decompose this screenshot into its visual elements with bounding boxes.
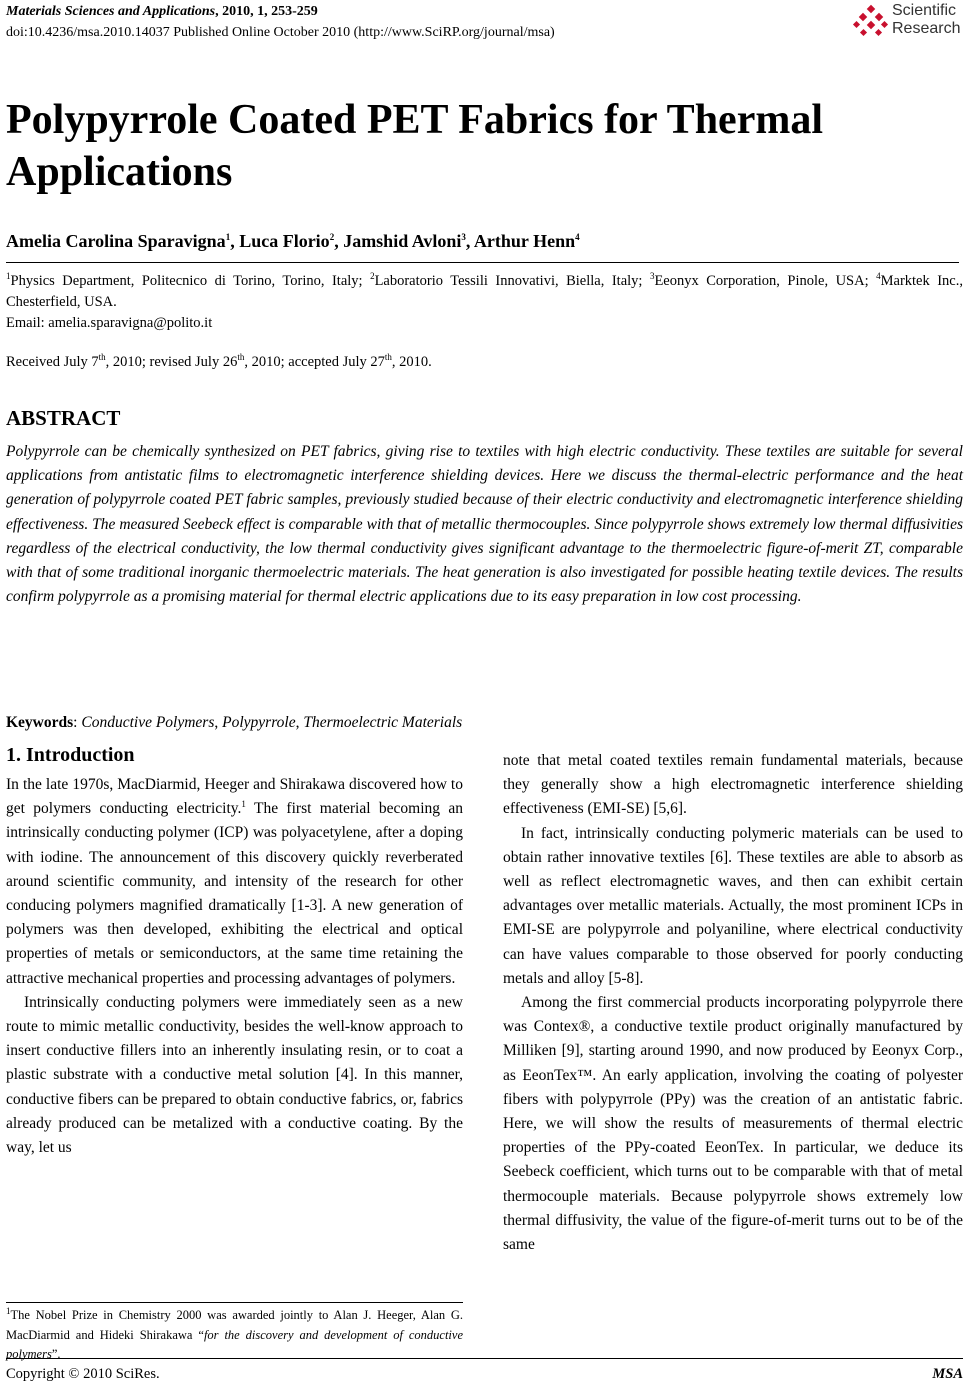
keyword-item: Thermoelectric Materials xyxy=(303,714,463,731)
section-heading: 1. Introduction xyxy=(6,744,135,766)
keywords-colon: : xyxy=(73,714,82,731)
affil-text: Eeonyx Corporation, Pinole, USA; xyxy=(654,273,877,289)
keyword-sep: , xyxy=(214,714,223,731)
footer-divider xyxy=(6,1358,963,1359)
received-dates xyxy=(6,354,432,371)
footnote-italic: for the discovery and development of conductive polymers xyxy=(6,1327,463,1361)
author-affil-sup: 1 xyxy=(225,232,231,242)
author-sep: , xyxy=(230,231,240,251)
received-text: Received July 7 xyxy=(6,354,99,370)
paragraph: note that metal coated textiles remain fundamental materials, because they generally show a high electromagnetic interference shielding effectiveness (EMI-SE) [5,6]. xyxy=(503,752,963,818)
author-list xyxy=(6,231,580,252)
accepted-text: , 2010; accepted July 27 xyxy=(244,354,385,370)
logo-text xyxy=(892,2,960,38)
left-column xyxy=(6,773,463,1160)
footnote-number: 1 xyxy=(6,1305,11,1316)
affil-sup: 2 xyxy=(370,271,375,282)
revised-text: , 2010; revised July 26 xyxy=(105,354,238,370)
affil-text: Marktek Inc., Chesterfield, USA. xyxy=(6,273,963,310)
author-divider xyxy=(6,262,959,263)
logo-mark-icon xyxy=(852,4,890,42)
keyword-item: Polypyrrole xyxy=(222,714,296,731)
footnote-text: The Nobel Prize in Chemistry 2000 was awarded jointly to Alan J. Heeger, Alan G. MacDiarmid and Hideki Shirakawa “ xyxy=(6,1308,463,1342)
date-end-text: , 2010. xyxy=(391,354,432,370)
affil-sup: 4 xyxy=(876,271,881,282)
footnote-ref: 1 xyxy=(241,799,246,810)
scientific-research-logo xyxy=(852,2,968,42)
paragraph xyxy=(6,773,463,991)
author-sep: , xyxy=(465,231,474,251)
affil-text: Physics Department, Politecnico di Torino, Torino, Italy; xyxy=(10,273,371,289)
keyword-item: Conductive Polymers xyxy=(81,714,215,731)
affiliations xyxy=(6,271,963,313)
paper-title: Polypyrrole Coated PET Fabrics for Thermal Applications xyxy=(6,97,823,195)
author-name: Jamshid Avloni xyxy=(343,231,462,251)
journal-abbreviation: MSA xyxy=(932,1366,963,1382)
paragraph-text: The first material becoming an intrinsically conducting polymer (ICP) was polyacetylene, after a doping with iodine. The announcement of this discovery quickly reverberated around scientific community, and intensity of the research for other conducing polymers magnified dramatically [1-3]. A new generation of polymers was then developed, exhibiting the electrical and optical properties of metals or semiconductors, at the same time retaining the attractive mechanical properties and processing advantages of polymers. xyxy=(6,800,463,987)
author-affil-sup: 2 xyxy=(329,232,335,242)
author-sep: , xyxy=(334,231,344,251)
right-column xyxy=(503,749,963,1257)
footnote-divider xyxy=(6,1302,463,1303)
paragraph: Among the first commercial products incorporating polypyrrole there was Contex®, a conductive textile product originally manufactured by Milliken [9], starting around 1990, and now produced by Eeonyx Corp., as EeonTex™. An early application, involving the coating of polyester fibers with polypyrrole (PPy) was the creation of an antistatic fabric. Here, we will show the results of measurements of thermal electric properties of the PPy-coated EeonTex. In particular, we deduce its Seebeck coefficient, which turns out to be comparable with that of metal thermocouple materials. Because polypyrrole shows extremely low thermal diffusivity, the value of the figure-of-merit turns out to be of the same xyxy=(503,994,963,1254)
logo-line1: Scientific xyxy=(892,2,957,19)
keywords xyxy=(6,714,462,732)
paragraph: Intrinsically conducting polymers were immediately seen as a new route to mimic metallic conductivity, besides the well-know approach to insert conductive fillers into an inherently insulating resin, or to coat a plastic substrate with a conductive metal solution [4]. In this manner, conductive fibers can be prepared to obtain conductive fabrics, or, fabrics already produced can be metalized with a conductive coating. By the way, let us xyxy=(6,993,463,1157)
author-affil-sup: 4 xyxy=(575,232,580,242)
contact-email: Email: amelia.sparavigna@polito.it xyxy=(6,315,213,331)
ordinal-sup: th xyxy=(384,352,392,363)
logo-line2: Research xyxy=(892,20,961,37)
paragraph-text: In the late 1970s, MacDiarmid, Heeger and Shirakawa discovered how to get polymers conducting electricity. xyxy=(6,776,463,818)
keyword-sep: , xyxy=(295,714,304,731)
abstract-text: Polypyrrole can be chemically synthesized on PET fabrics, giving rise to textiles with high electric conductivity. These textiles are suitable for several applications from antistatic films to electromagnetic interference shielding devices. Here we discuss the thermal-electric performance and the heat generation of polypyrrole coated PET fabric samples, previously studied because of their electric conductivity and electromagnetic interference shielding effectiveness. The measured Seebeck effect is comparable with that of metallic thermocouples. Since polypyrrole shows extremely low thermal diffusivities regardless of the electrical conductivity, the low thermal conductivity gives significant advantage to the thermoelectric figure-of-merit ZT, comparable with that of some traditional inorganic thermoelectric materials. The heat generation is also investigated for possible heating textile devices. The results confirm polypyrrole as a promising material for thermal electric applications due to its easy preparation in low cost processing. xyxy=(6,443,963,606)
footnote-end: ”. xyxy=(51,1347,61,1361)
author-name: Amelia Carolina Sparavigna xyxy=(6,231,226,251)
author-name: Luca Florio xyxy=(239,231,330,251)
copyright: Copyright © 2010 SciRes. xyxy=(6,1366,160,1382)
journal-volume: , 2010, 1, 253-259 xyxy=(215,4,318,19)
affil-sup: 3 xyxy=(649,271,655,282)
paragraph: In fact, intrinsically conducting polymeric materials can be used to obtain rather innovative textiles [6]. These textiles are able to absorb as well as reflect electromagnetic waves, and then can exhibit certain advantages over metallic materials. Actually, the most prominent ICPs in EMI-SE are polypyrrole and polyaniline, where electrical conductivity can have values comparable to those observed for poorly conducting metals and alloy [5-8]. xyxy=(503,824,963,987)
footnote xyxy=(6,1306,463,1365)
doi-line: doi:10.4236/msa.2010.14037 Published Online October 2010 (http://www.SciRP.org/journal/msa) xyxy=(6,25,555,40)
author-name: Arthur Henn xyxy=(473,231,576,251)
abstract-heading: ABSTRACT xyxy=(6,406,121,430)
affil-sup: 1 xyxy=(6,271,11,282)
author-affil-sup: 3 xyxy=(461,232,466,242)
keywords-label: Keywords xyxy=(6,714,74,731)
journal-name: Materials Sciences and Applications xyxy=(6,4,216,19)
journal-header xyxy=(6,4,318,20)
affil-text: Laboratorio Tessili Innovativi, Biella, Italy; xyxy=(374,273,650,289)
ordinal-sup: th xyxy=(237,352,245,363)
ordinal-sup: th xyxy=(98,352,106,363)
